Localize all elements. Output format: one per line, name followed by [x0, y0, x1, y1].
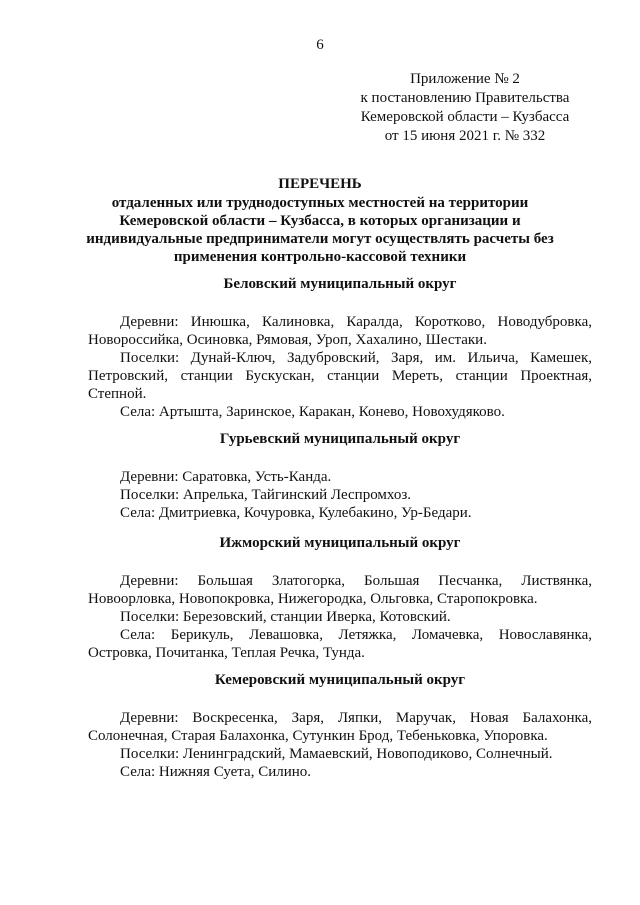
district-heading: Беловский муниципальный округ	[223, 276, 457, 292]
appendix-line: от 15 июня 2021 г. № 332	[384, 128, 546, 144]
selo-paragraph: Села: Дмитриевка, Кочуровка, Кулебакино, Ур-Бедари.	[120, 505, 472, 521]
subtitle-line: индивидуальные предприниматели могут осуществлять расчеты без	[86, 231, 554, 247]
appendix-line: Кемеровской области – Кузбасса	[360, 109, 570, 125]
subtitle-line: отдаленных или труднодоступных местностей на территории	[111, 195, 529, 211]
subtitle-line: Кемеровской области – Кузбасса, в которых организации и	[119, 213, 521, 229]
appendix-line: к постановлению Правительства	[360, 90, 570, 106]
villages-paragraph: Деревни: Инюшка, Калиновка, Каралда, Коротково, Новодубровка, Новороссийка, Осиновка, Рямовая, Уроп, Хахалино, Шестаки.	[88, 314, 592, 348]
appendix-line: Приложение № 2	[410, 71, 520, 87]
document-title: ПЕРЕЧЕНЬ	[278, 176, 362, 192]
selo-paragraph: Села: Берикуль, Левашовка, Летяжка, Ломачевка, Новославянка, Островка, Почитанка, Теплая Речка, Тунда.	[88, 627, 592, 661]
district-heading: Гурьевский муниципальный округ	[219, 431, 461, 447]
district-izhmorsky	[88, 534, 592, 662]
settlements-paragraph: Поселки: Дунай-Ключ, Задубровский, Заря, им. Ильича, Камешек, Петровский, станции Бускускан, станции Мереть, станции Проектная, Степной.	[88, 350, 592, 402]
selo-paragraph: Села: Артышта, Заринское, Каракан, Конево, Новохудяково.	[120, 404, 505, 420]
settlements-paragraph: Поселки: Березовский, станции Иверка, Котовский.	[120, 609, 451, 625]
district-kemerovsky	[88, 671, 592, 781]
document-subtitle	[80, 194, 560, 266]
district-heading: Кемеровский муниципальный округ	[214, 672, 466, 688]
page-number: 6	[316, 37, 324, 53]
settlements-paragraph: Поселки: Ленинградский, Мамаевский, Новоподиково, Солнечный.	[120, 746, 553, 762]
district-guryevsky	[88, 430, 592, 522]
district-heading: Ижморский муниципальный округ	[219, 535, 461, 551]
selo-paragraph: Села: Нижняя Суета, Силино.	[120, 764, 312, 780]
appendix-header	[340, 70, 590, 146]
subtitle-line: применения контрольно-кассовой техники	[173, 249, 467, 265]
villages-paragraph: Деревни: Воскресенка, Заря, Ляпки, Маручак, Новая Балахонка, Солонечная, Старая Балахонка, Сутункин Брод, Тебеньковка, Упоровка.	[88, 710, 592, 744]
district-belovsky	[88, 275, 592, 421]
villages-paragraph: Деревни: Саратовка, Усть-Канда.	[120, 469, 332, 485]
settlements-paragraph: Поселки: Апрелька, Тайгинский Леспромхоз.	[120, 487, 412, 503]
villages-paragraph: Деревни: Большая Златогорка, Большая Песчанка, Листвянка, Новоорловка, Новопокровка, Нижегородка, Ольговка, Старопокровка.	[88, 573, 592, 607]
